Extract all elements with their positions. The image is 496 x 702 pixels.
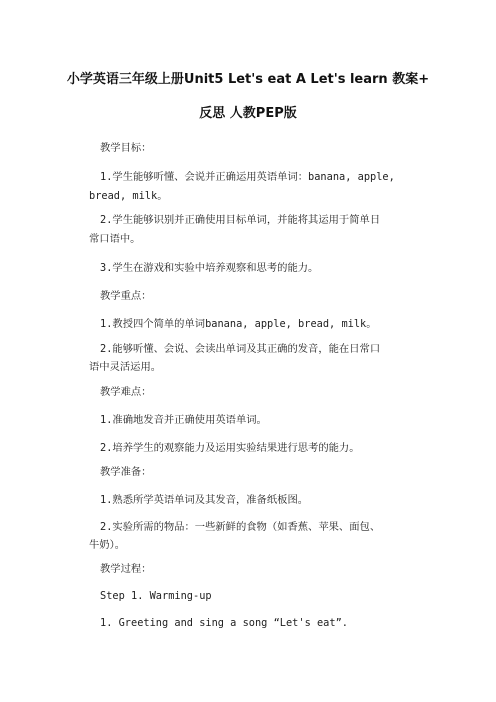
section-heading-difficulties: 教学难点： bbox=[100, 386, 152, 398]
document-title-line-2: 反思 人教PEP版 bbox=[199, 106, 297, 121]
section-heading-key-points: 教学重点： bbox=[100, 290, 152, 302]
paragraph: 1.熟悉所学英语单词及其发音，准备纸板图。 bbox=[100, 494, 309, 506]
section-heading-procedure: 教学过程： bbox=[100, 563, 152, 575]
paragraph: 1.学生能够听懂、会说并正确运用英语单词：banana, apple, bbox=[100, 171, 395, 183]
paragraph: 1. Greeting and sing a song “Let's eat”. bbox=[100, 617, 348, 629]
paragraph: 2.培养学生的观察能力及运用实验结果进行思考的能力。 bbox=[100, 442, 360, 454]
section-heading-preparation: 教学准备： bbox=[100, 466, 152, 478]
paragraph-continuation: 语中灵活运用。 bbox=[89, 361, 162, 373]
paragraph: 2.实验所需的物品：一些新鲜的食物（如香蕉、苹果、面包、 bbox=[100, 521, 381, 533]
section-heading-objectives: 教学目标： bbox=[100, 142, 152, 154]
step-heading: Step 1. Warming-up bbox=[100, 590, 212, 602]
paragraph: 2.学生能够识别并正确使用目标单词，并能将其运用于简单日 bbox=[100, 214, 381, 226]
paragraph-continuation: 常口语中。 bbox=[89, 233, 141, 245]
paragraph-continuation: bread, milk。 bbox=[89, 190, 168, 202]
document-title-line-1: 小学英语三年级上册Unit5 Let's eat A Let's learn 教案+ bbox=[66, 72, 430, 87]
paragraph: 2.能够听懂、会说、会读出单词及其正确的发音，能在日常口 bbox=[100, 343, 381, 355]
paragraph-continuation: 牛奶）。 bbox=[89, 539, 126, 551]
paragraph: 1.准确地发音并正确使用英语单词。 bbox=[100, 414, 267, 426]
paragraph: 1.教授四个简单的单词banana, apple, bread, milk。 bbox=[100, 318, 377, 330]
paragraph: 3.学生在游戏和实验中培养观察和思考的能力。 bbox=[100, 262, 319, 274]
